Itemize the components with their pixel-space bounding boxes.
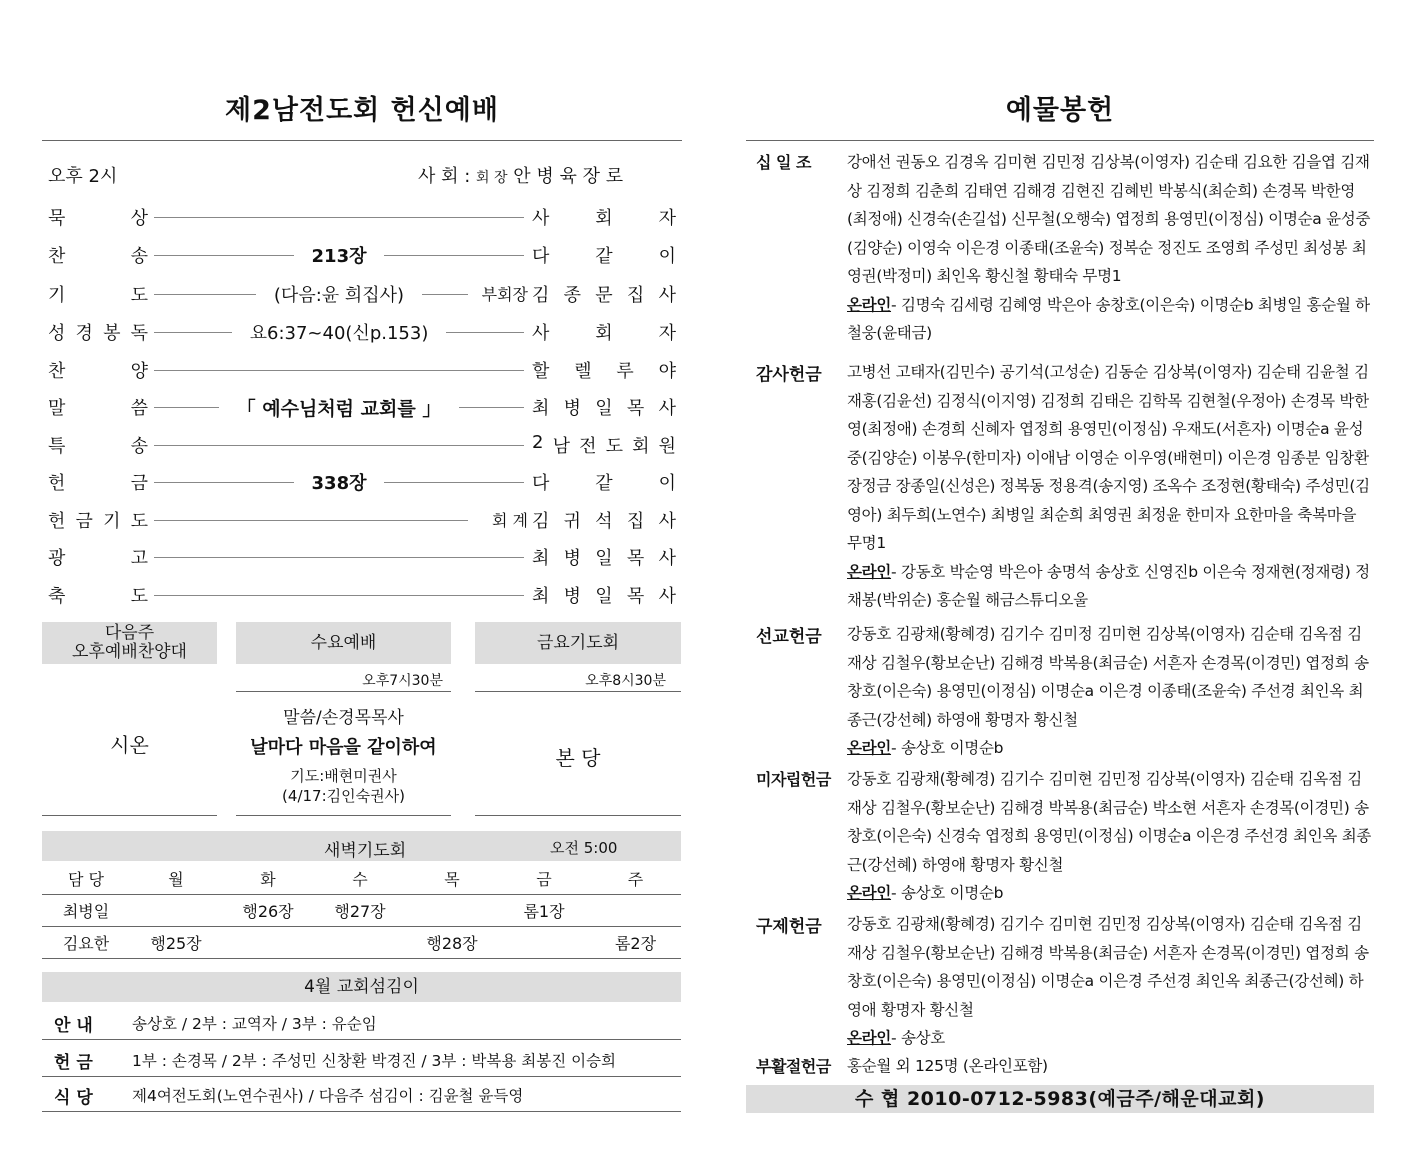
online-label: 온라인 <box>847 739 892 757</box>
order-person: 최 병 일 목 사 <box>532 398 676 419</box>
dawn-column-header: 담 당 <box>68 870 104 889</box>
order-row <box>44 467 680 497</box>
order-detail: (다음:윤 희집사) <box>185 281 493 307</box>
servants-header <box>42 972 681 1002</box>
dawn-cell <box>590 895 681 927</box>
dawn-prayer-table <box>42 863 681 959</box>
title-divider <box>42 140 682 141</box>
servant-row <box>42 1077 681 1112</box>
wednesday-header <box>236 622 451 664</box>
dawn-cell <box>222 927 314 959</box>
order-detail: 요6:37~40(신p.153) <box>185 319 493 345</box>
order-row <box>44 430 680 460</box>
wednesday-prayer-next: (4/17:김인숙권사) <box>282 787 405 805</box>
dawn-prayer-header <box>42 831 681 861</box>
servant-names: 제4여전도회(노연수권사) / 다음주 섬김이 : 김윤철 윤득영 <box>132 1087 524 1105</box>
leader-line <box>154 595 524 596</box>
dawn-cell: 행28장 <box>426 934 478 953</box>
dawn-column-header: 화 <box>260 870 276 889</box>
order-person: 2 남 전 도 회 원 <box>532 432 676 457</box>
next-week-head1: 다음주 <box>104 623 155 643</box>
servants-title: 4월 교회섬김이 <box>304 977 419 997</box>
servant-names: 송상호 / 2부 : 교역자 / 3부 : 유순임 <box>132 1015 377 1033</box>
order-row <box>44 505 680 535</box>
dawn-cell <box>498 927 590 959</box>
dawn-column-header: 수 <box>352 870 368 889</box>
wednesday-time: 오후7시30분 <box>362 673 443 689</box>
order-label: 성 경 봉 독 <box>48 323 148 344</box>
wednesday-prayer: 기도:배현미권사 <box>290 767 397 785</box>
offering-names: 홍순월 외 125명 (온라인포함) <box>847 1057 1048 1075</box>
dawn-cell: 행26장 <box>242 902 294 921</box>
dawn-column-header: 월 <box>168 870 184 889</box>
leader-line <box>154 445 524 446</box>
title-divider <box>746 140 1374 141</box>
dawn-prayer-time: 오전 5:00 <box>550 839 618 857</box>
servant-row <box>42 1005 681 1040</box>
order-person: 사 회 자 <box>532 323 676 344</box>
dawn-cell: 김요한 <box>62 934 110 953</box>
next-week-choir-header <box>42 622 217 664</box>
dawn-cell: 롬2장 <box>614 934 657 953</box>
order-label: 축 도 <box>48 586 148 607</box>
order-detail: 338장 <box>185 469 493 495</box>
box-bottom-line <box>475 815 681 816</box>
offering-names: 강애선 권동오 김경옥 김미현 김민정 김상복(이영자) 김순태 김요한 김을엽 김재상 김정희 김춘희 김태연 김해경 김현진 김혜빈 박봉식(최순희) 손경목 박한영(최정애) 신경숙(손길섭) 신무철(오행숙) 엽정희 용영민(이정심) 이명순a 윤성중(김양순) 이영숙 이은경 이종태(조윤숙) 정복순 정진도 조영희 주성민 최성봉 최영권(박정미) 최인옥 황신철 황태숙 무명1 온라인- 김명숙 김세령 김혜영 박은아 송창호(이은숙) 이명순b 최병일 홍순월 하철웅(윤태금) <box>847 153 1371 342</box>
order-person: 최 병 일 목 사 <box>532 548 676 569</box>
bank-account: 수 협 2010-0712-5983(예금주/해운대교회) <box>855 1088 1265 1110</box>
offering-type: 부활절헌금 <box>756 1057 831 1076</box>
order-label: 기 도 <box>48 285 148 306</box>
service-time: 오후 2시 <box>48 166 118 187</box>
box-bottom-line <box>236 815 451 816</box>
wednesday-title: 수요예배 <box>310 633 377 653</box>
friday-place: 본 당 <box>555 746 601 770</box>
order-row <box>44 392 680 422</box>
dawn-cell: 행25장 <box>150 934 202 953</box>
dawn-prayer-title: 새벽기도회 <box>324 841 407 861</box>
dawn-cell: 행27장 <box>334 902 386 921</box>
bank-account-bar <box>746 1085 1374 1113</box>
dawn-cell: 롬1장 <box>523 902 565 921</box>
order-label: 찬 양 <box>48 361 148 382</box>
order-person: 할 렐 루 야 <box>532 361 676 382</box>
online-names: - 송상호 이명순b <box>891 884 1004 902</box>
order-person: 김 종 문 집 사 <box>532 285 676 306</box>
presider <box>418 162 623 188</box>
presider-role: 회 장 <box>476 170 508 186</box>
presider-name: 안 병 육 장 로 <box>513 166 624 187</box>
friday-title: 금요기도회 <box>536 633 620 653</box>
box-bottom-line <box>42 815 217 816</box>
order-person: 김 귀 석 집 사 <box>532 511 676 532</box>
friday-header <box>475 622 681 664</box>
offering-type: 선교헌금 <box>756 627 822 647</box>
order-row <box>44 355 680 385</box>
order-person: 다 같 이 <box>532 246 676 267</box>
dawn-cell <box>406 895 498 927</box>
next-week-head2: 오후예배찬양대 <box>72 642 187 662</box>
offering-names: 고병선 고태자(김민수) 공기석(고성순) 김동순 김상복(이영자) 김순태 김윤철 김재홍(김윤선) 김정식(이지영) 김정희 김태은 김학목 김현철(우정아) 손경목 박한영(최정애) 손경희 신혜자 엽정희 용영민(이정심) 우재도(서흔자) 이명순a 윤성중(김양순) 이봉우(한미자) 이애남 이영순 이우영(배현미) 이은경 임종분 임창환 장정금 장종일(신성은) 정복동 정용격(송지영) 조옥수 조정현(황태숙) 주성민(김영아) 최두희(노연수) 최병일 최순희 최영권 최정윤 한미자 요한마을 축복마을 무명1 온라인- 강동호 박순영 박은아 송명석 송상호 신영진b 이은숙 정재현(정재령) 정채봉(박위순) 홍순월 해금스튜디오울 <box>847 363 1370 609</box>
order-label: 헌 금 기 도 <box>48 511 148 532</box>
offering-names: 강동호 김광채(황혜경) 김기수 김미현 김민정 김상복(이영자) 김순태 김옥점 김재상 김철우(황보순난) 김해경 박복용(최금순) 서흔자 손경목(이경민) 엽정희 송창호(이은숙) 용영민(이정심) 이명순a 이은경 주선경 최인옥 최종근(강선혜) 하영애 황명자 황신철 온라인- 송상호 <box>847 915 1369 1047</box>
dawn-cell: 최병일 <box>62 902 110 921</box>
order-label: 특 송 <box>48 436 148 457</box>
servant-role: 안 내 <box>54 1016 93 1036</box>
order-row <box>44 202 680 232</box>
offering-type: 구제헌금 <box>756 917 822 937</box>
dawn-column-header: 금 <box>536 870 552 889</box>
servant-role: 헌 금 <box>54 1053 93 1073</box>
order-row <box>44 317 680 347</box>
offering-names: 강동호 김광채(황혜경) 김기수 김미현 김민정 김상복(이영자) 김순태 김옥점 김재상 김철우(황보순난) 김해경 박복용(최금순) 박소현 서흔자 손경목(이경민) 송창호(이은숙) 신경숙 엽정희 용영민(이정심) 이명순a 이은경 주선경 최인옥 최종근(강선혜) 하영애 황명자 황신철 온라인- 송상호 이명순b <box>847 770 1372 902</box>
online-names: - 김명숙 김세령 김혜영 박은아 송창호(이은숙) 이명순b 최병일 홍순월 하철웅(윤태금) <box>847 295 1370 342</box>
presider-label: 사 회 : <box>418 166 471 187</box>
order-detail: 213장 <box>185 242 493 268</box>
order-person: 사 회 자 <box>532 208 676 229</box>
leader-line <box>154 557 524 558</box>
order-row <box>44 279 680 309</box>
dawn-cell <box>314 927 406 959</box>
order-row <box>44 542 680 572</box>
servant-role: 식 당 <box>54 1088 93 1108</box>
offering-type: 십 일 조 <box>756 153 812 172</box>
online-label: 온라인 <box>847 1029 892 1047</box>
online-names: - 송상호 <box>891 1029 945 1047</box>
order-role: 회 계 <box>492 511 528 530</box>
offering-names: 강동호 김광채(황혜경) 김기수 김미정 김미현 김상복(이영자) 김순태 김옥점 김재상 김철우(황보순난) 김해경 박복용(최금순) 서흔자 손경목(이경민) 엽정희 송창호(이은숙) 용영민(이정심) 이명순a 이은경 이종태(조윤숙) 주선경 최인옥 최종근(강선혜) 하영애 황명자 황신철 온라인- 송상호 이명순b <box>847 625 1369 757</box>
left-page-title: 제2남전도회 헌신예배 <box>225 95 499 126</box>
online-label: 온라인 <box>847 295 892 314</box>
order-role: 부회장 <box>481 285 528 304</box>
leader-line <box>154 370 524 371</box>
offering-type: 미자립헌금 <box>756 770 831 789</box>
servant-row <box>42 1042 681 1077</box>
order-person: 다 같 이 <box>532 473 676 494</box>
friday-time: 오후8시30분 <box>585 673 666 689</box>
next-week-choir: 시온 <box>110 733 149 757</box>
leader-line <box>154 520 468 521</box>
order-person: 최 병 일 목 사 <box>532 586 676 607</box>
wednesday-sermon: 날마다 마음을 같이하여 <box>250 737 437 758</box>
right-page-title: 예물봉헌 <box>1005 95 1115 126</box>
offering-type: 감사헌금 <box>756 365 822 385</box>
wednesday-speaker: 말씀/손경목목사 <box>283 708 404 728</box>
online-label: 온라인 <box>847 562 892 581</box>
order-label: 헌 금 <box>48 473 148 494</box>
dawn-column-header: 목 <box>444 870 460 889</box>
order-row <box>44 240 680 270</box>
leader-line <box>154 217 524 218</box>
wednesday-time-line <box>236 691 451 692</box>
order-detail: 「 예수님처럼 교회를 」 <box>185 394 493 421</box>
dawn-column-header: 주 <box>627 870 644 889</box>
online-names: - 송상호 이명순b <box>891 739 1004 757</box>
online-label: 온라인 <box>847 884 892 902</box>
dawn-cell <box>130 895 222 927</box>
order-label: 묵 상 <box>48 208 148 229</box>
order-row <box>44 580 680 610</box>
friday-time-line <box>475 691 681 692</box>
online-names: - 강동호 박순영 박은아 송명석 송상호 신영진b 이은숙 정재현(정재령) 정채봉(박위순) 홍순월 해금스튜디오울 <box>847 562 1370 609</box>
servant-names: 1부 : 손경목 / 2부 : 주성민 신창환 박경진 / 3부 : 박복용 최봉진 이승희 <box>132 1052 617 1070</box>
order-label: 광 고 <box>48 548 148 569</box>
order-label: 말 씀 <box>48 398 148 419</box>
order-label: 찬 송 <box>48 246 148 267</box>
